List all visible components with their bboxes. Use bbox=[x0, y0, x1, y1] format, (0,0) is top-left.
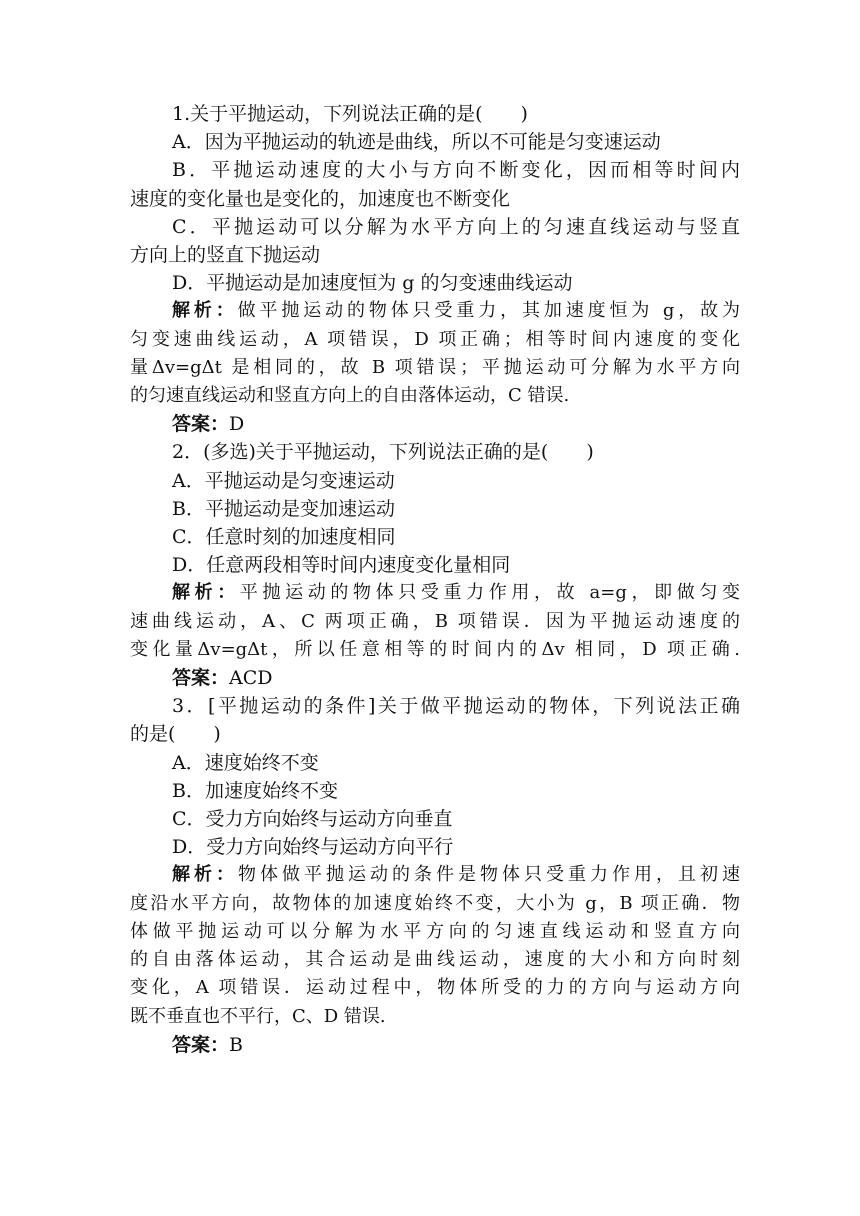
option-c: C．平抛运动可以分解为水平方向上的匀速直线运动与竖直 bbox=[172, 215, 740, 238]
question-3 bbox=[130, 692, 740, 1059]
question-stem: 1.关于平抛运动，下列说法正确的是( ) bbox=[172, 103, 528, 125]
question-stem-cont: 的是( ) bbox=[130, 723, 221, 746]
analysis-line-4: 的匀速直线运动和竖直方向上的自由落体运动，C 错误. bbox=[130, 385, 570, 407]
answer-line bbox=[130, 410, 740, 438]
answer-label: 答案： bbox=[172, 413, 230, 436]
analysis-line-4: 的自由落体运动，其合运动是曲线运动，速度的大小和方向时刻 bbox=[130, 949, 740, 971]
answer-label: 答案： bbox=[172, 1033, 230, 1056]
option-c: C．受力方向始终与运动方向垂直 bbox=[172, 808, 453, 831]
option-b: B．加速度始终不变 bbox=[172, 779, 338, 802]
analysis-line-1: 解析：做平抛运动的物体只受重力，其加速度恒为 g，故为 bbox=[172, 300, 740, 322]
analysis-line-3: 量Δv=gΔt 是相同的，故 B 项错误；平抛运动可分解为水平方向 bbox=[130, 356, 740, 378]
answer-value: B bbox=[229, 1033, 243, 1056]
analysis-line-2: 速曲线运动，A、C 两项正确，B 项错误．因为平抛运动速度的 bbox=[130, 610, 740, 632]
option-d: D．任意两段相等时间内速度变化量相同 bbox=[172, 554, 511, 577]
analysis-line-3: 变化量Δv=gΔt，所以任意相等的时间内的Δv 相同，D 项正确. bbox=[130, 638, 740, 660]
analysis-line-1: 解析：物体做平抛运动的条件是物体只受重力作用，且初速 bbox=[172, 864, 740, 886]
analysis-line-2: 度沿水平方向，故物体的加速度始终不变，大小为 g，B 项正确．物 bbox=[130, 892, 740, 914]
analysis-line-6: 既不垂直也不平行，C、D 错误. bbox=[130, 1005, 386, 1027]
answer-line bbox=[130, 664, 740, 692]
analysis-line-3: 体做平抛运动可以分解为水平方向的匀速直线运动和竖直方向 bbox=[130, 920, 740, 942]
answer-value: D bbox=[229, 413, 245, 436]
question-1 bbox=[130, 100, 740, 438]
analysis-label: 解析： bbox=[172, 300, 238, 322]
question-2 bbox=[130, 438, 740, 692]
option-a: A．速度始终不变 bbox=[172, 751, 319, 774]
option-d: D．平抛运动是加速度恒为 g 的匀变速曲线运动 bbox=[172, 272, 573, 295]
question-stem: 3．[平抛运动的条件]关于做平抛运动的物体，下列说法正确 bbox=[172, 695, 740, 718]
analysis-line-1: 解析：平抛运动的物体只受重力作用，故 a=g，即做匀变 bbox=[172, 582, 741, 604]
option-c: C．任意时刻的加速度相同 bbox=[172, 526, 396, 549]
analysis-label: 解析： bbox=[172, 864, 238, 886]
analysis-line-2: 匀变速曲线运动，A 项错误，D 项正确；相等时间内速度的变化 bbox=[130, 328, 740, 350]
analysis-label: 解析： bbox=[172, 582, 240, 604]
answer-line bbox=[130, 1031, 740, 1059]
option-b: B．平抛运动是变加速运动 bbox=[172, 497, 395, 520]
answer-value: ACD bbox=[229, 667, 273, 690]
option-b-cont: 速度的变化量也是变化的，加速度也不断变化 bbox=[130, 187, 511, 210]
option-d: D．受力方向始终与运动方向平行 bbox=[172, 836, 454, 859]
answer-label: 答案： bbox=[172, 667, 230, 690]
analysis-line-5: 变化，A 项错误．运动过程中，物体所受的力的方向与运动方向 bbox=[130, 977, 740, 999]
option-c-cont: 方向上的竖直下抛运动 bbox=[130, 244, 321, 267]
question-stem: 2．(多选)关于平抛运动，下列说法正确的是( ) bbox=[172, 441, 594, 464]
option-a: A．平抛运动是匀变速运动 bbox=[172, 469, 395, 492]
option-a: A．因为平抛运动的轨迹是曲线，所以不可能是匀变速运动 bbox=[172, 131, 661, 154]
option-b: B．平抛运动速度的大小与方向不断变化，因而相等时间内 bbox=[172, 159, 740, 182]
